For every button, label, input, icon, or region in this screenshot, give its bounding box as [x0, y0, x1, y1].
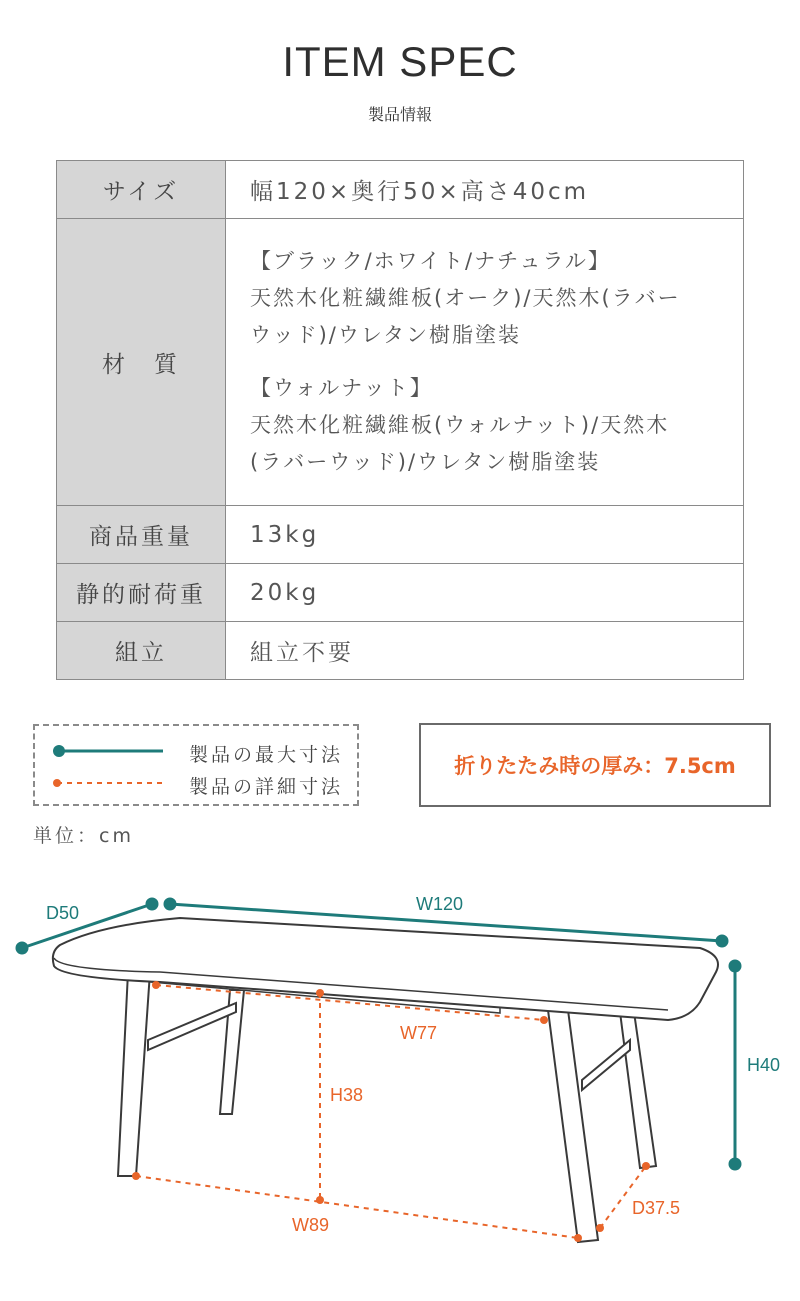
page-subtitle: 製品情報 — [367, 105, 432, 124]
dimension-legend — [33, 724, 359, 806]
dim-label-d37-5: D37.5 — [632, 1198, 681, 1218]
spec-label-size: サイズ — [57, 161, 226, 219]
legend-detail-label: 製品の詳細寸法 — [189, 776, 344, 798]
legend-max-label: 製品の最大寸法 — [189, 744, 344, 766]
spec-value-weight: 13kg — [226, 506, 744, 564]
spec-label-assembly: 組立 — [57, 622, 226, 680]
front-right-leg — [548, 1010, 598, 1242]
spec-label-load: 静的耐荷重 — [57, 564, 226, 622]
page-title: ITEM SPEC — [282, 38, 518, 85]
back-right-leg — [620, 1012, 656, 1168]
dim-label-w89: W89 — [292, 1215, 330, 1235]
material-line: (ラバーウッド)/ウレタン樹脂塗装 — [250, 450, 601, 474]
spec-row-load — [57, 564, 744, 622]
material-heading-1: 【ブラック/ホワイト/ナチュラル】 — [250, 249, 611, 273]
folded-thickness-notice: 折りたたみ時の厚み：7.5cm — [419, 723, 771, 807]
dim-label-w120: W120 — [416, 894, 464, 914]
spec-value-size: 幅120×奥行50×高さ40cm — [226, 161, 744, 219]
material-heading-2: 【ウォルナット】 — [250, 376, 433, 400]
table-dimension-diagram — [0, 860, 800, 1290]
dashed-line-icon — [49, 773, 169, 793]
right-crossbar — [582, 1040, 630, 1090]
front-left-leg — [118, 972, 150, 1176]
dim-label-d50: D50 — [46, 903, 80, 923]
material-line: 天然木化粧繊維板(オーク)/天然木(ラバー — [250, 286, 681, 310]
spec-value-assembly: 組立不要 — [226, 622, 744, 680]
spec-row-assembly — [57, 622, 744, 680]
spec-label-weight: 商品重量 — [57, 506, 226, 564]
material-line: 天然木化粧繊維板(ウォルナット)/天然木 — [250, 413, 670, 437]
spec-row-material — [57, 219, 744, 506]
material-line: ウッド)/ウレタン樹脂塗装 — [250, 323, 522, 347]
material-block-1 — [250, 243, 723, 354]
unit-label: 単位：cm — [33, 825, 134, 847]
dim-label-h40: H40 — [747, 1055, 781, 1075]
spec-row-weight — [57, 506, 744, 564]
solid-line-icon — [49, 741, 169, 761]
dim-label-h38: H38 — [330, 1085, 364, 1105]
dim-label-w77: W77 — [400, 1023, 438, 1043]
spec-table — [56, 160, 744, 680]
left-crossbar — [148, 1003, 236, 1050]
material-block-2 — [250, 370, 723, 481]
spec-value-load: 20kg — [226, 564, 744, 622]
spec-row-size — [57, 161, 744, 219]
spec-label-material: 材 質 — [57, 219, 226, 506]
spec-value-material — [226, 219, 744, 506]
